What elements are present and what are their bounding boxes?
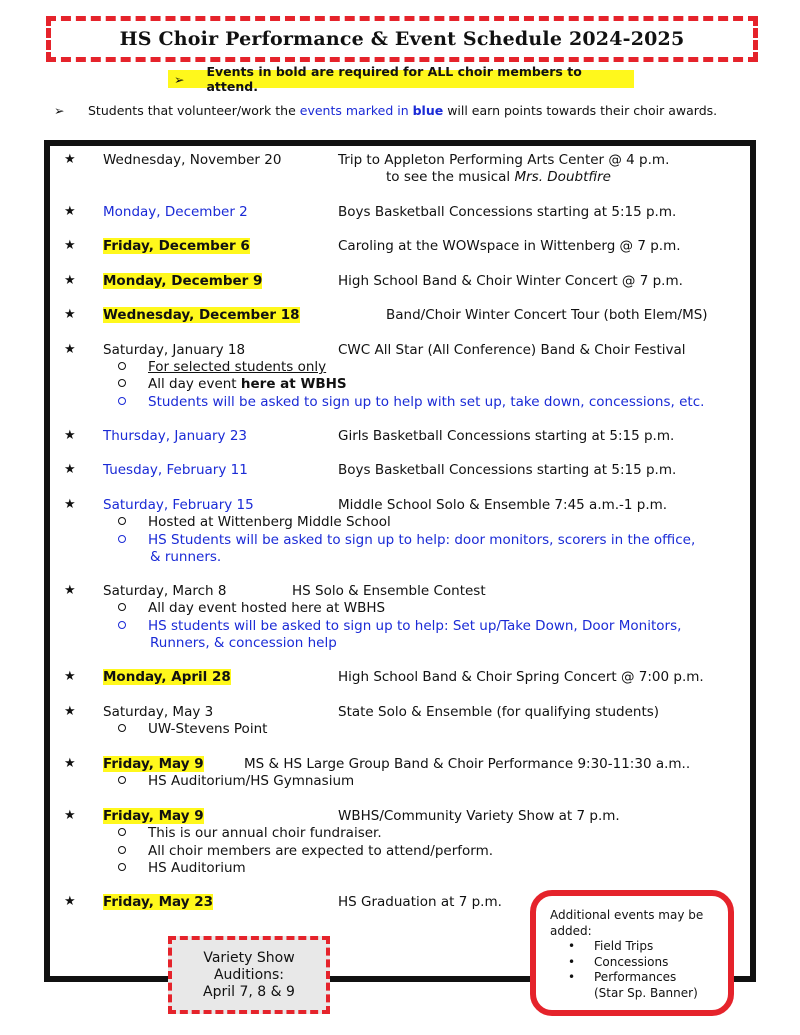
event-sub-item: HS Students will be asked to sign up to help: door monitors, scorers in the office, <box>118 532 695 548</box>
volunteer-note-blue-phrase: events marked in <box>299 103 409 118</box>
event-description: MS & HS Large Group Band & Choir Performance 9:30-11:30 a.m.. <box>244 756 691 772</box>
event-description: WBHS/Community Variety Show at 7 p.m. <box>338 808 620 824</box>
star-bullet-icon: ★ <box>64 704 76 719</box>
list-item: • Field Trips <box>568 939 654 953</box>
circle-bullet-icon <box>118 517 126 525</box>
required-note-text: Events in bold are required for ALL choir members to attend. <box>206 64 582 94</box>
circle-bullet-icon <box>118 863 126 871</box>
event-date: Tuesday, February 11 <box>103 462 248 478</box>
bullet-icon: • <box>568 954 576 969</box>
event-date: Monday, December 9 <box>103 273 263 289</box>
event-sub-item: UW-Stevens Point <box>118 721 267 737</box>
event-sub-item: HS Auditorium <box>118 860 246 876</box>
event-description: HS Solo & Ensemble Contest <box>292 583 486 599</box>
circle-bullet-icon <box>118 828 126 836</box>
event-sub-item: All day event here at WBHS <box>118 376 347 392</box>
event-description: Caroling at the WOWspace in Wittenberg @ 7 p.m. <box>338 238 681 254</box>
star-bullet-icon: ★ <box>64 428 76 443</box>
musical-title: Mrs. Doubtfire <box>514 169 611 185</box>
event-sub-item: All choir members are expected to attend/perform. <box>118 843 493 859</box>
event-sub-item: All day event hosted here at WBHS <box>118 600 385 616</box>
star-bullet-icon: ★ <box>64 273 76 288</box>
event-description: High School Band & Choir Spring Concert @ 7:00 p.m. <box>338 669 704 685</box>
circle-bullet-icon <box>118 846 126 854</box>
star-bullet-icon: ★ <box>64 669 76 684</box>
star-bullet-icon: ★ <box>64 342 76 357</box>
event-date: Saturday, February 15 <box>103 497 254 513</box>
star-bullet-icon: ★ <box>64 583 76 598</box>
event-date: Thursday, January 23 <box>103 428 248 444</box>
event-date: Saturday, March 8 <box>103 583 227 599</box>
event-date: Friday, December 6 <box>103 238 250 254</box>
star-bullet-icon: ★ <box>64 307 76 322</box>
volunteer-note <box>54 103 717 118</box>
auditions-line: Variety Show <box>203 949 295 966</box>
event-date: Monday, December 2 <box>103 204 248 220</box>
event-date: Friday, May 23 <box>103 894 213 910</box>
volunteer-note-text-end: will earn points towards their choir awards. <box>443 103 718 118</box>
event-description: High School Band & Choir Winter Concert @ 7 p.m. <box>338 273 683 289</box>
star-bullet-icon: ★ <box>64 204 76 219</box>
event-description: Trip to Appleton Performing Arts Center @ 4 p.m. <box>338 152 670 168</box>
event-description: Boys Basketball Concessions starting at 5:15 p.m. <box>338 204 677 220</box>
event-date: Wednesday, December 18 <box>103 307 300 323</box>
additional-events-callout <box>530 890 734 1016</box>
event-date: Saturday, May 3 <box>103 704 214 720</box>
event-description: HS Graduation at 7 p.m. <box>338 894 502 910</box>
event-sub-item: This is our annual choir fundraiser. <box>118 825 382 841</box>
event-date: Friday, May 9 <box>103 808 204 824</box>
additional-heading: Additional events may be <box>550 908 704 922</box>
event-description: Band/Choir Winter Concert Tour (both Elem/MS) <box>386 307 708 323</box>
event-sub-item-continued: Runners, & concession help <box>150 635 337 651</box>
event-description-line2: to see the musical Mrs. Doubtfire <box>386 169 611 185</box>
additional-heading: added: <box>550 923 592 938</box>
volunteer-note-text: Students that volunteer/work the <box>88 103 300 118</box>
required-note <box>168 64 634 94</box>
auditions-line: Auditions: <box>213 966 285 983</box>
event-description: Girls Basketball Concessions starting at 5:15 p.m. <box>338 428 675 444</box>
event-sub-item: Hosted at Wittenberg Middle School <box>118 514 391 530</box>
arrow-bullet-icon: ➢ <box>174 71 185 87</box>
star-bullet-icon: ★ <box>64 894 76 909</box>
event-sub-item: Students will be asked to sign up to help with set up, take down, concessions, etc. <box>118 394 704 410</box>
title-box <box>46 16 758 62</box>
event-sub-item-continued: & runners. <box>150 549 222 565</box>
event-description: Boys Basketball Concessions starting at 5:15 p.m. <box>338 462 677 478</box>
star-bullet-icon: ★ <box>64 152 76 167</box>
star-bullet-icon: ★ <box>64 497 76 512</box>
auditions-callout <box>168 936 330 1014</box>
circle-bullet-icon <box>118 535 126 543</box>
circle-bullet-icon <box>118 724 126 732</box>
circle-bullet-icon <box>118 362 126 370</box>
bullet-icon: • <box>568 939 576 953</box>
event-date: Wednesday, November 20 <box>103 152 282 168</box>
event-date: Friday, May 9 <box>103 756 204 772</box>
star-bullet-icon: ★ <box>64 462 76 477</box>
event-sub-item: HS students will be asked to sign up to help: Set up/Take Down, Door Monitors, <box>118 618 681 634</box>
event-date: Monday, April 28 <box>103 669 231 685</box>
event-description: Middle School Solo & Ensemble 7:45 a.m.-1 p.m. <box>338 497 668 513</box>
event-sub-item: For selected students only <box>118 359 326 375</box>
event-sub-item: HS Auditorium/HS Gymnasium <box>118 773 354 789</box>
event-date: Saturday, January 18 <box>103 342 246 358</box>
list-item: • Performances <box>568 970 677 984</box>
star-bullet-icon: ★ <box>64 756 76 771</box>
list-item: (Star Sp. Banner) <box>594 985 698 1000</box>
star-bullet-icon: ★ <box>64 238 76 253</box>
circle-bullet-icon <box>118 397 126 405</box>
volunteer-note-blue-word: blue <box>412 103 444 118</box>
circle-bullet-icon <box>118 603 126 611</box>
circle-bullet-icon <box>118 621 126 629</box>
auditions-line: April 7, 8 & 9 <box>203 983 295 1000</box>
circle-bullet-icon <box>118 776 126 784</box>
arrow-bullet-icon: ➢ <box>54 103 65 118</box>
list-item: • Concessions <box>568 954 669 969</box>
event-description: CWC All Star (All Conference) Band & Choir Festival <box>338 342 686 358</box>
circle-bullet-icon <box>118 379 126 387</box>
page-title: HS Choir Performance & Event Schedule 2024-2025 <box>119 28 685 50</box>
event-description: State Solo & Ensemble (for qualifying students) <box>338 704 660 720</box>
bullet-icon: • <box>568 970 576 984</box>
star-bullet-icon: ★ <box>64 808 76 823</box>
